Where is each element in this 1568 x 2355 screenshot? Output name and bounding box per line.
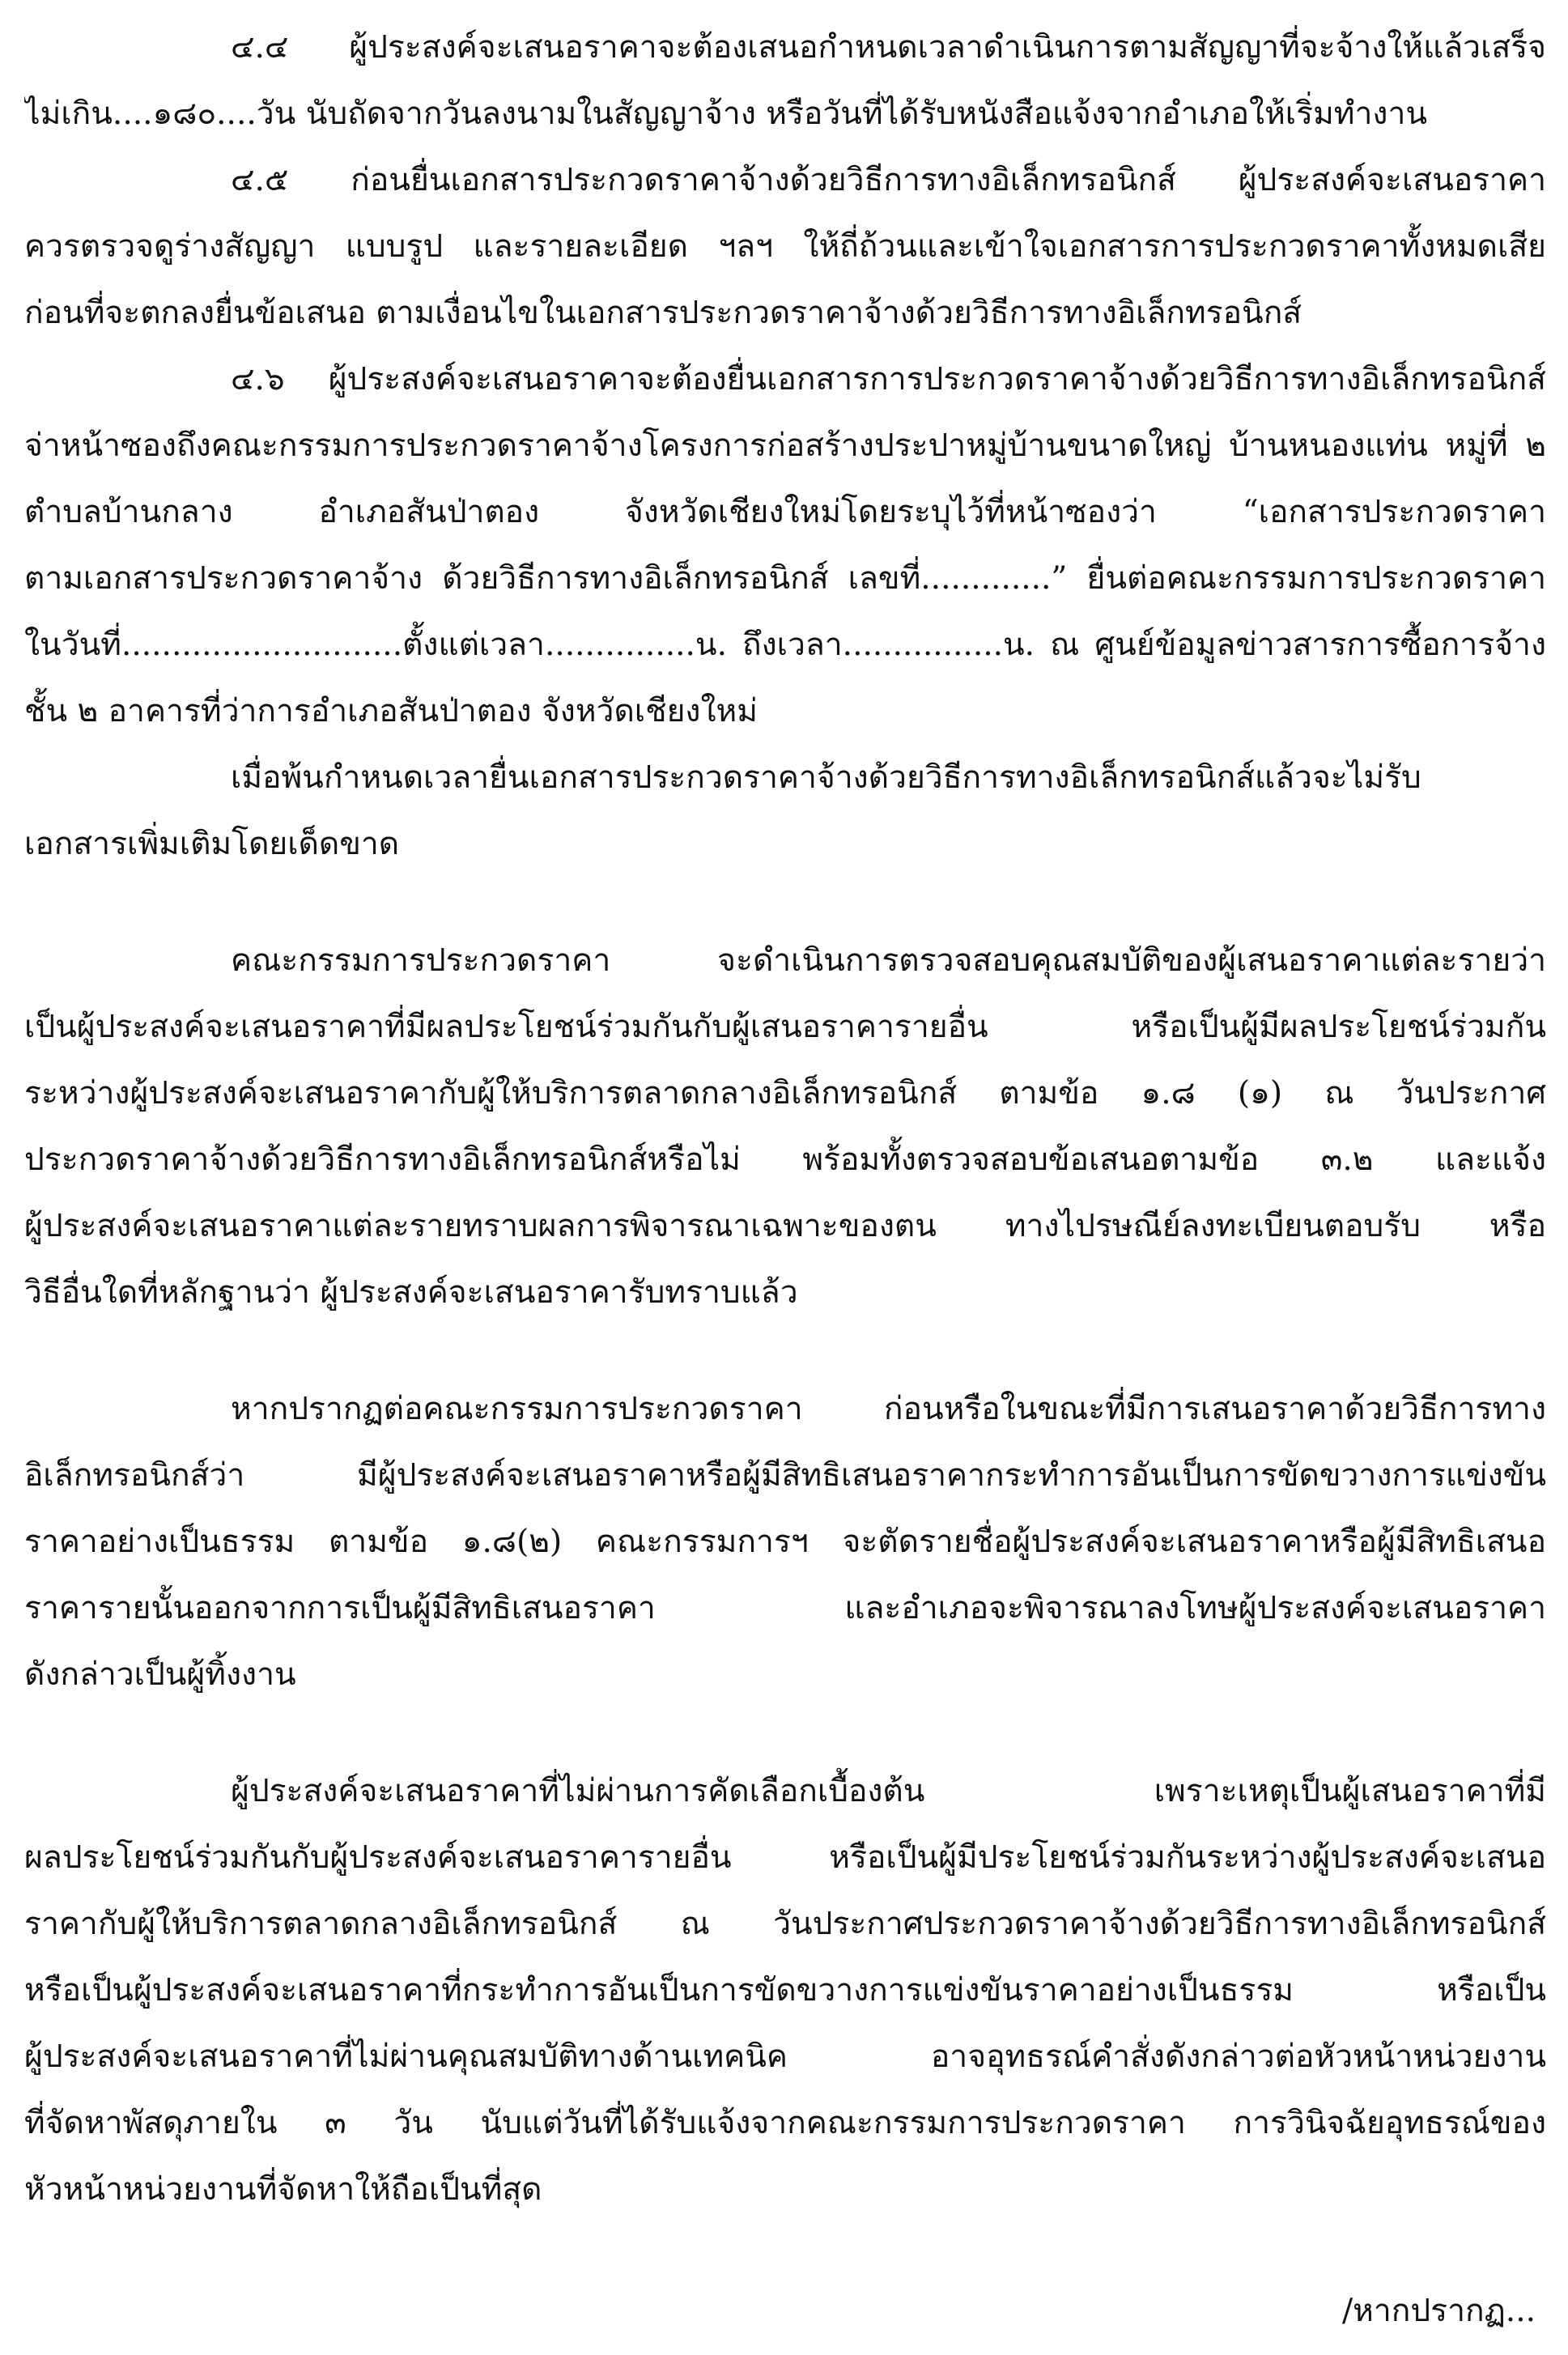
page-continuation-marker: /หากปรากฏ... [1342, 2293, 1536, 2329]
clause-4-6-line-2: จ่าหน้าซองถึงคณะกรรมการประกวดราคาจ้างโครงการก่อสร้างประปาหมู่บ้านขนาดใหญ่ บ้านหนองแท่น หมู่ที่ ๒ [24, 427, 1546, 464]
anti-competition-line-2: อิเล็กทรอนิกส์ว่า มีผู้ประสงค์จะเสนอราคาหรือผู้มีสิทธิเสนอราคากระทำการอันเป็นการขัดขวางการแข่งขัน [24, 1457, 1546, 1494]
qualification-line-2: เป็นผู้ประสงค์จะเสนอราคาที่มีผลประโยชน์ร่วมกันกับผู้เสนอราคารายอื่น หรือเป็นผู้มีผลประโยชน์ร่วมกัน [24, 1009, 1546, 1045]
paragraph-gap [24, 878, 1546, 928]
appeal-line-3: ราคากับผู้ให้บริการตลาดกลางอิเล็กทรอนิกส์ ณ วันประกาศประกวดราคาจ้างด้วยวิธีการทางอิเล็กทรอนิกส์ [24, 1906, 1546, 1942]
anti-competition-line-1: หากปรากฏต่อคณะกรรมการประกวดราคา ก่อนหรือในขณะที่มีการเสนอราคาด้วยวิธีการทาง [231, 1391, 1546, 1427]
clause-4-6-line-4: ตามเอกสารประกวดราคาจ้าง ด้วยวิธีการทางอิเล็กทรอนิกส์ เลขที่.............” ยื่นต่อคณะกรรมการประกวดราคา [24, 560, 1546, 597]
clause-4-6-line-3: ตำบลบ้านกลาง อำเภอสันป่าตอง จังหวัดเชียงใหม่โดยระบุไว้ที่หน้าซองว่า “เอกสารประกวดราคา [24, 494, 1546, 530]
appeal-line-6: ที่จัดหาพัสดุภายใน ๓ วัน นับแต่วันที่ได้รับแจ้งจากคณะกรรมการประกวดราคา การวินิจฉัยอุทธรณ์ของ [24, 2105, 1546, 2141]
appeal-line-7: หัวหน้าหน่วยงานที่จัดหาให้ถือเป็นที่สุด [24, 2171, 542, 2208]
qualification-line-3: ระหว่างผู้ประสงค์จะเสนอราคากับผู้ให้บริการตลาดกลางอิเล็กทรอนิกส์ ตามข้อ ๑.๘ (๑) ณ วันประกาศ [24, 1075, 1546, 1112]
appeal-paragraph [24, 1758, 1546, 2223]
qualification-line-6: วิธีอื่นใดที่หลักฐานว่า ผู้ประสงค์จะเสนอราคารับทราบแล้ว [24, 1274, 798, 1311]
deadline-line-1: เมื่อพ้นกำหนดเวลายื่นเอกสารประกวดราคาจ้างด้วยวิธีการทางอิเล็กทรอนิกส์แล้วจะไม่รับ [231, 759, 1421, 796]
clause-4-4-line-1: ๔.๔ ผู้ประสงค์จะเสนอราคาจะต้องเสนอกำหนดเวลาดำเนินการตามสัญญาที่จะจ้างให้แล้วเสร็จ [231, 29, 1546, 66]
anti-competition-line-5: ดังกล่าวเป็นผู้ทิ้งงาน [24, 1656, 296, 1693]
appeal-line-2: ผลประโยชน์ร่วมกันกับผู้ประสงค์จะเสนอราคารายอื่น หรือเป็นผู้มีประโยชน์ร่วมกันระหว่างผู้ประสงค์จะเสนอ [24, 1839, 1546, 1876]
anti-competition-line-4: ราคารายนั้นออกจากการเป็นผู้มีสิทธิเสนอราคา และอำเภอจะพิจารณาลงโทษผู้ประสงค์จะเสนอราคา [24, 1590, 1546, 1626]
clause-4-6-line-6: ชั้น ๒ อาคารที่ว่าการอำเภอสันป่าตอง จังหวัดเชียงใหม่ [24, 693, 758, 729]
clause-4-6 [24, 346, 1546, 745]
clause-4-6-line-1: ๔.๖ ผู้ประสงค์จะเสนอราคาจะต้องยื่นเอกสารการประกวดราคาจ้างด้วยวิธีการทางอิเล็กทรอนิกส์ [231, 361, 1546, 397]
deadline-line-2: เอกสารเพิ่มเติมโดยเด็ดขาด [24, 826, 400, 862]
clause-4-6-line-5: ในวันที่............................ตั้งแต่เวลา...............น. ถึงเวลา................น. ณ ศูนย์ข้อมูลข่าวสารการซื้อการจ้าง [24, 627, 1546, 663]
appeal-line-1: ผู้ประสงค์จะเสนอราคาที่ไม่ผ่านการคัดเลือกเบื้องต้น เพราะเหตุเป็นผู้เสนอราคาที่มี [231, 1773, 1546, 1809]
appeal-line-4: หรือเป็นผู้ประสงค์จะเสนอราคาที่กระทำการอันเป็นการขัดขวางการแข่งขันราคาอย่างเป็นธรรม หรือเป็น [24, 1972, 1546, 2009]
clause-4-5-line-2: ควรตรวจดูร่างสัญญา แบบรูป และรายละเอียด ฯลฯ ให้ถี่ถ้วนและเข้าใจเอกสารการประกวดราคาทั้งหมดเสีย [24, 228, 1546, 265]
paragraph-gap [24, 1326, 1546, 1376]
appeal-line-5: ผู้ประสงค์จะเสนอราคาที่ไม่ผ่านคุณสมบัติทางด้านเทคนิค อาจอุทธรณ์คำสั่งดังกล่าวต่อหัวหน้าหน่วยงาน [24, 2038, 1546, 2075]
anti-competition-line-3: ราคาอย่างเป็นธรรม ตามข้อ ๑.๘(๒) คณะกรรมการฯ จะตัดรายชื่อผู้ประสงค์จะเสนอราคาหรือผู้มีสิทธิเสนอ [24, 1524, 1546, 1560]
qualification-line-4: ประกวดราคาจ้างด้วยวิธีการทางอิเล็กทรอนิกส์หรือไม่ พร้อมทั้งตรวจสอบข้อเสนอตามข้อ ๓.๒ และแจ้ง [24, 1141, 1546, 1178]
clause-4-4-line-2: ไม่เกิน....๑๘๐....วัน นับถัดจากวันลงนามในสัญญาจ้าง หรือวันที่ได้รับหนังสือแจ้งจากอำเภอให้เริ่มทำงาน [24, 96, 1428, 132]
qualification-line-5: ผู้ประสงค์จะเสนอราคาแต่ละรายทราบผลการพิจารณาเฉพาะของตน ทางไปรษณีย์ลงทะเบียนตอบรับ หรือ [24, 1208, 1546, 1244]
anti-competition-paragraph [24, 1376, 1546, 1708]
qualification-line-1: คณะกรรมการประกวดราคา จะดำเนินการตรวจสอบคุณสมบัติของผู้เสนอราคาแต่ละรายว่า [231, 942, 1546, 979]
paragraph-gap [24, 1708, 1546, 1758]
qualification-check-paragraph [24, 928, 1546, 1326]
clause-4-5-line-1: ๔.๕ ก่อนยื่นเอกสารประกวดราคาจ้างด้วยวิธีการทางอิเล็กทรอนิกส์ ผู้ประสงค์จะเสนอราคา [231, 162, 1546, 198]
clause-4-5-line-3: ก่อนที่จะตกลงยื่นข้อเสนอ ตามเงื่อนไขในเอกสารประกวดราคาจ้างด้วยวิธีการทางอิเล็กทรอนิกส์ [24, 295, 1302, 331]
clause-4-4 [24, 15, 1546, 147]
document-body [24, 15, 1546, 2223]
clause-4-5 [24, 147, 1546, 346]
deadline-paragraph [24, 745, 1546, 878]
